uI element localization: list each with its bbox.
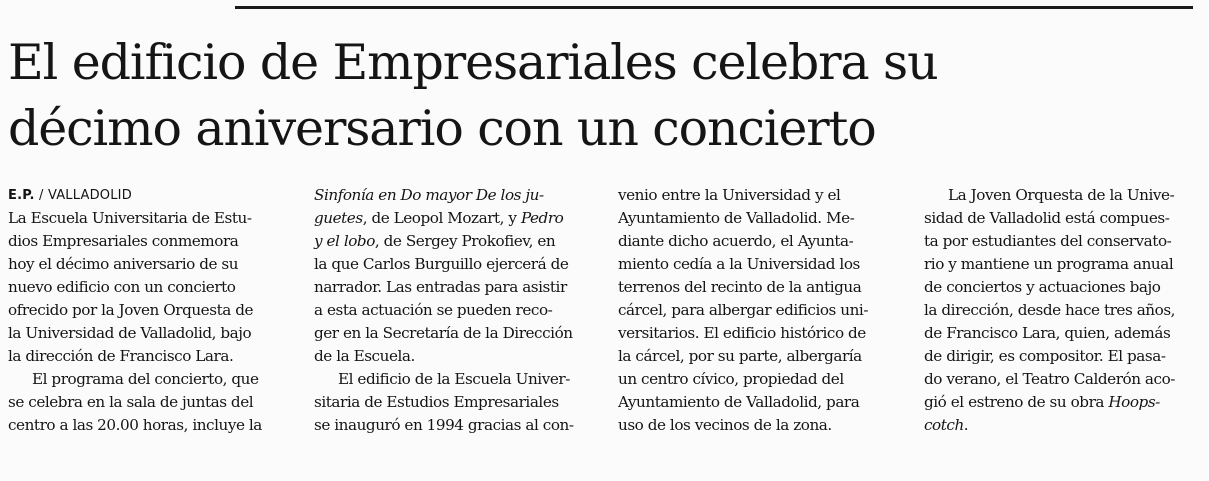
text-fragment: , de Leopol Mozart, y <box>362 209 521 227</box>
text-line: centro a las 20.00 horas, incluye la <box>8 416 262 434</box>
column-2 <box>314 184 594 437</box>
text-line: versitarios. El edificio histórico de <box>618 324 866 342</box>
text-line: Ayuntamiento de Valladolid. Me- <box>618 209 855 227</box>
text-line: ofrecido por la Joven Orquesta de <box>8 301 254 319</box>
column-3 <box>618 184 904 437</box>
text-line: se inauguró en 1994 gracias al con- <box>314 416 574 434</box>
text-line: se celebra en la sala de juntas del <box>8 393 254 411</box>
text-line: El edificio de la Escuela Univer- <box>338 370 570 388</box>
work-title-hoopscotch: Hoops- <box>1108 393 1160 411</box>
headline-line-1: El edificio de Empresariales celebra su <box>8 34 938 91</box>
text-line: diante dicho acuerdo, el Ayunta- <box>618 232 854 250</box>
column-1 <box>8 184 290 437</box>
text-line <box>314 207 594 230</box>
text-line: la dirección de Francisco Lara. <box>8 347 234 365</box>
column-4 <box>924 184 1202 437</box>
text-line: La Joven Orquesta de la Unive- <box>948 186 1175 204</box>
byline-place: VALLADOLID <box>47 188 132 203</box>
text-line: ger en la Secretaría de la Dirección <box>314 324 573 342</box>
byline <box>8 184 290 207</box>
text-line: venio entre la Universidad y el <box>618 186 841 204</box>
text-line: de dirigir, es compositor. El pasa- <box>924 347 1166 365</box>
text-fragment: , de Sergey Prokofiev, en <box>374 232 556 250</box>
text-line <box>924 414 1202 437</box>
text-line: un centro cívico, propiedad del <box>618 370 844 388</box>
top-rule <box>235 6 1193 9</box>
text-line <box>924 391 1202 414</box>
article-body <box>8 184 1203 474</box>
text-line: a esta actuación se pueden reco- <box>314 301 553 319</box>
headline-line-2: décimo aniversario con un concierto <box>8 100 876 157</box>
text-line: ta por estudiantes del conservato- <box>924 232 1172 250</box>
headline <box>8 30 1203 162</box>
byline-agency: E.P. <box>8 188 35 203</box>
work-title-2-start: Pedro <box>520 209 564 227</box>
text-line: la cárcel, por su parte, albergaría <box>618 347 862 365</box>
text-line: hoy el décimo aniversario de su <box>8 255 239 273</box>
text-line: la Universidad de Valladolid, bajo <box>8 324 252 342</box>
text-line: miento cedía a la Universidad los <box>618 255 860 273</box>
text-line: Ayuntamiento de Valladolid, para <box>618 393 860 411</box>
text-line: la que Carlos Burguillo ejercerá de <box>314 255 569 273</box>
text-line <box>314 184 594 207</box>
text-line: la dirección, desde hace tres años, <box>924 301 1176 319</box>
text-line: de la Escuela. <box>314 347 415 365</box>
text-line: El programa del concierto, que <box>32 370 259 388</box>
text-line: terrenos del recinto de la antigua <box>618 278 862 296</box>
byline-separator: / <box>34 188 48 203</box>
work-title-1-end: guetes <box>314 209 363 227</box>
text-fragment: gió el estreno de su obra <box>924 393 1109 411</box>
text-line: nuevo edificio con un concierto <box>8 278 236 296</box>
text-fragment: . <box>963 416 969 434</box>
text-line <box>314 230 594 253</box>
text-line: de Francisco Lara, quien, además <box>924 324 1171 342</box>
text-line: sidad de Valladolid está compues- <box>924 209 1170 227</box>
text-line: cárcel, para albergar edificios uni- <box>618 301 869 319</box>
text-line: do verano, el Teatro Calderón aco- <box>924 370 1175 388</box>
text-line: rio y mantiene un programa anual <box>924 255 1174 273</box>
text-line: sitaria de Estudios Empresariales <box>314 393 559 411</box>
work-title-hoopscotch-end: cotch <box>924 416 964 434</box>
text-line: La Escuela Universitaria de Estu- <box>8 209 252 227</box>
text-line: narrador. Las entradas para asistir <box>314 278 567 296</box>
work-title-2-end: y el lobo <box>314 232 375 250</box>
work-title-1: Sinfonía en Do mayor De los ju- <box>314 186 544 204</box>
text-line: uso de los vecinos de la zona. <box>618 416 832 434</box>
text-line: dios Empresariales conmemora <box>8 232 239 250</box>
text-line: de conciertos y actuaciones bajo <box>924 278 1161 296</box>
